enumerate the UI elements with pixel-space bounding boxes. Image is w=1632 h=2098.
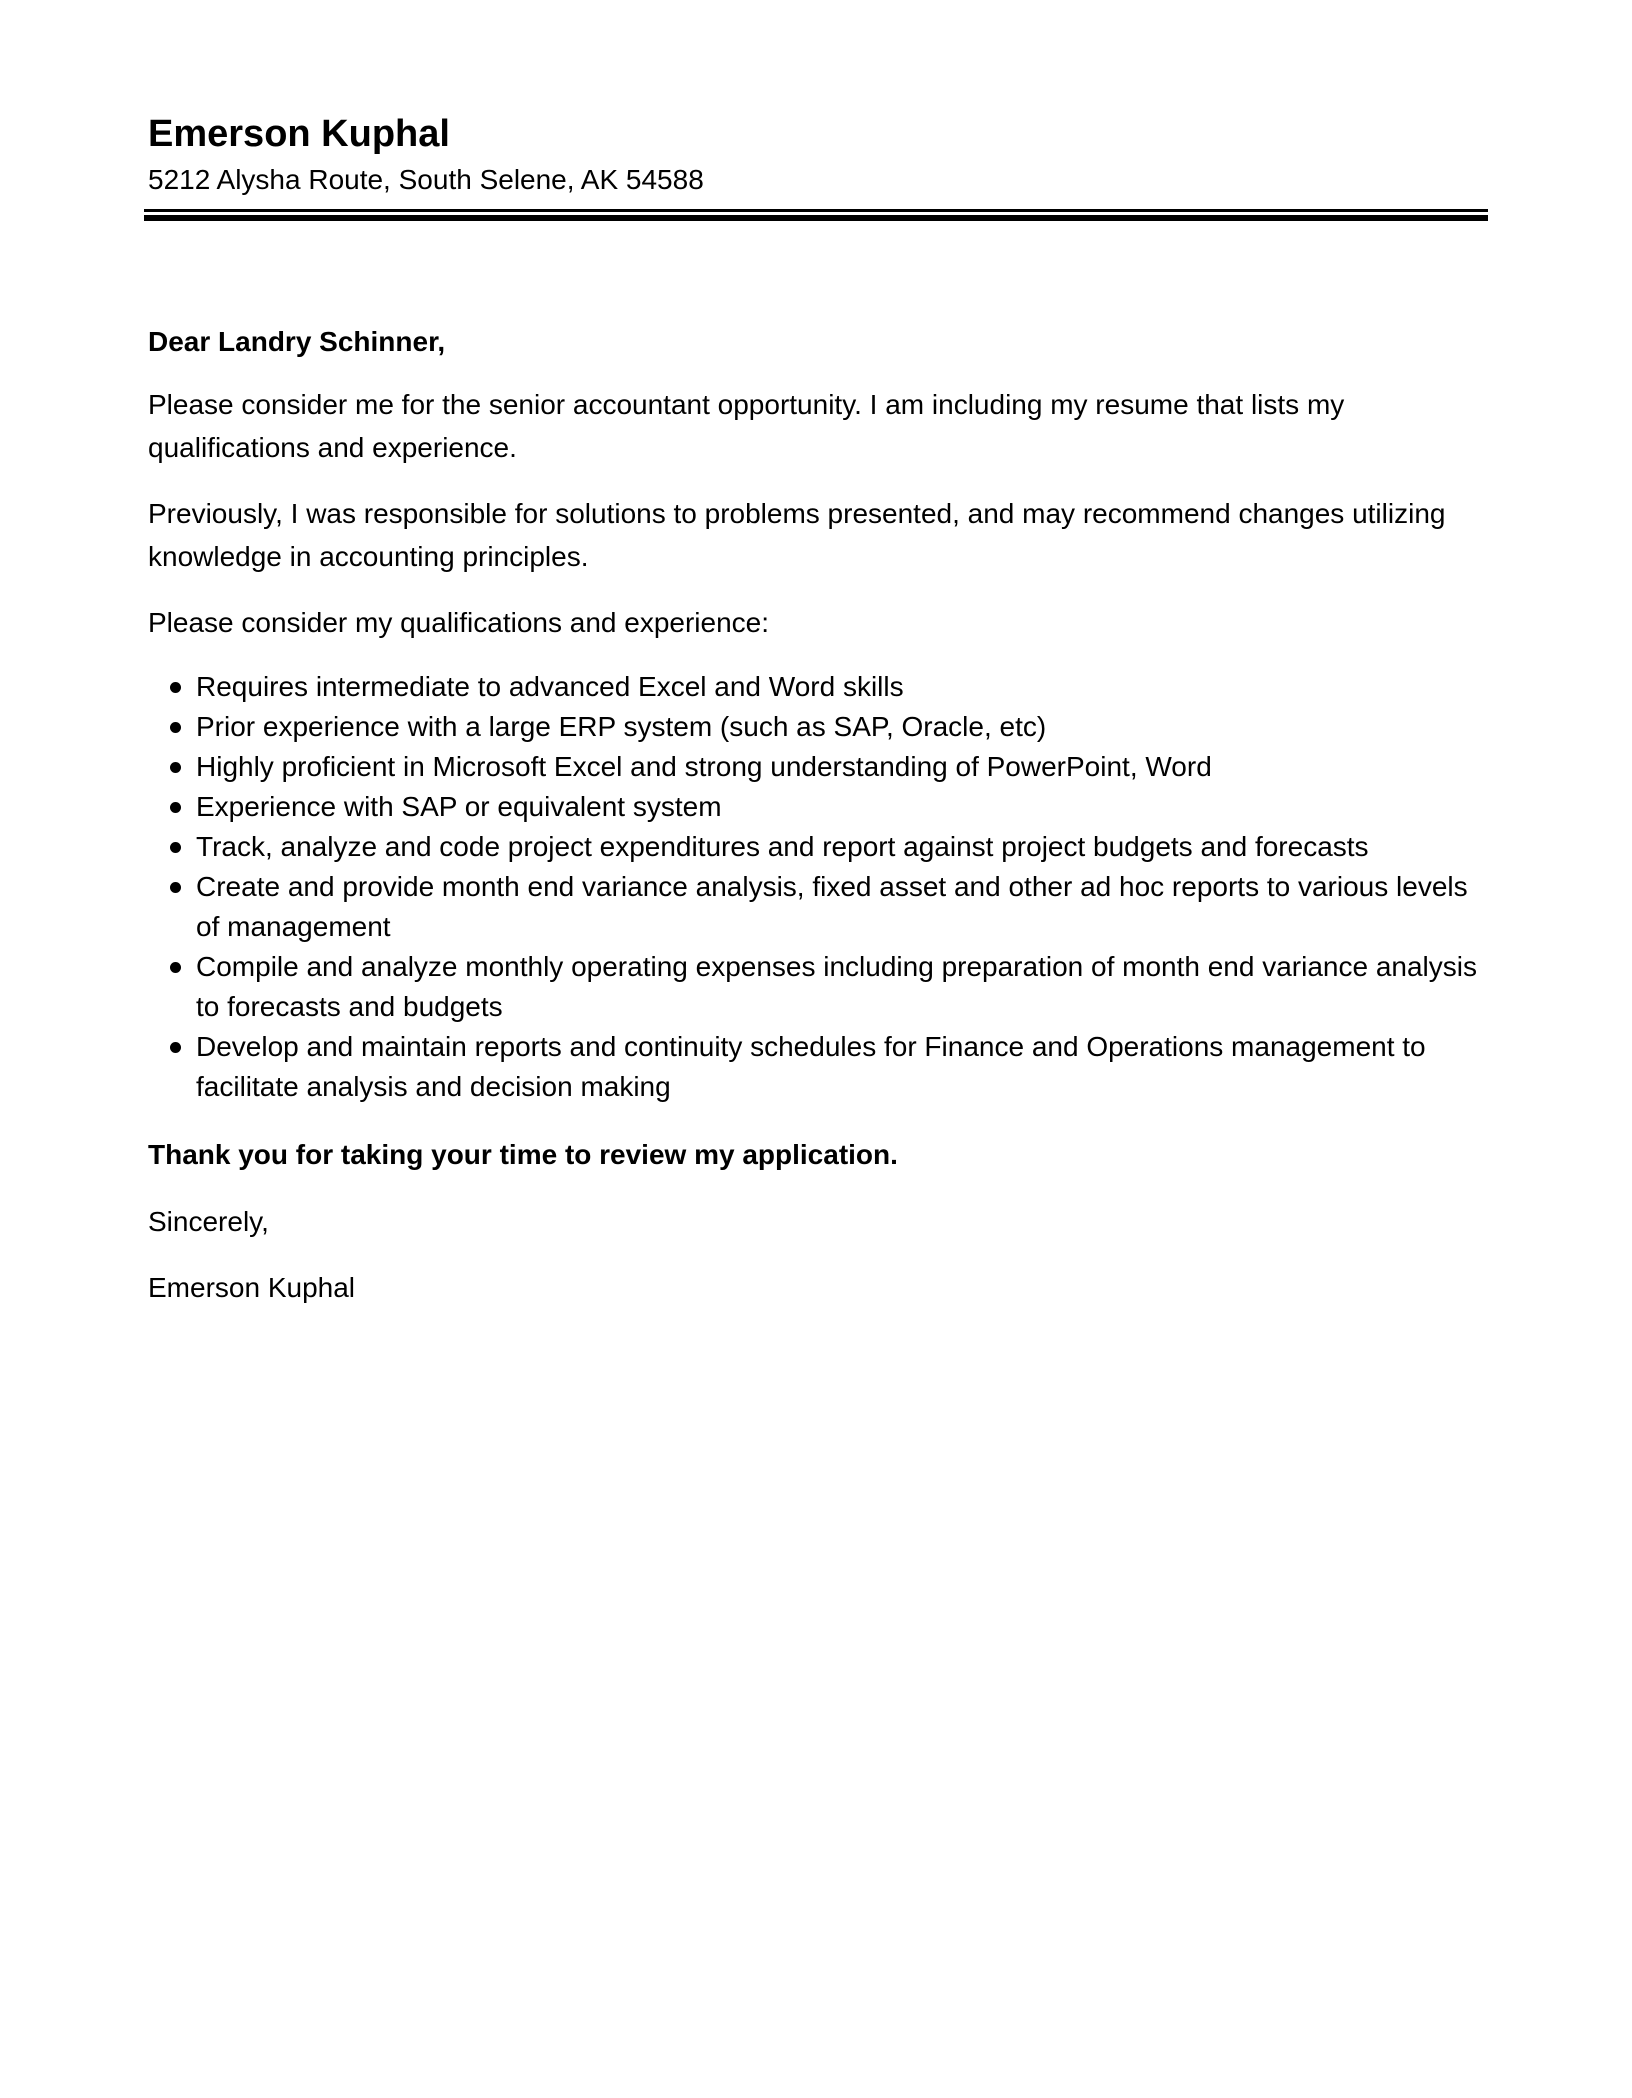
divider-thin-line — [144, 209, 1488, 212]
list-item — [148, 707, 1488, 747]
list-item — [148, 787, 1488, 827]
qualifications-list — [148, 667, 1488, 1107]
bullet-icon — [170, 962, 181, 973]
list-item — [148, 667, 1488, 707]
list-item — [148, 747, 1488, 787]
list-item-text: Highly proficient in Microsoft Excel and strong understanding of PowerPoint, Word — [196, 751, 1212, 782]
list-item — [148, 1027, 1488, 1107]
divider-thick-line — [144, 215, 1488, 221]
paragraph-intro: Please consider me for the senior accountant opportunity. I am including my resume that lists my qualifications and experience. — [148, 389, 1345, 463]
list-item — [148, 867, 1488, 947]
letter-body — [148, 320, 1488, 1332]
bullet-icon — [170, 882, 181, 893]
signature-name: Emerson Kuphal — [148, 1272, 356, 1303]
sender-address: 5212 Alysha Route, South Selene, AK 54588 — [148, 164, 704, 195]
list-item-text: Compile and analyze monthly operating expenses including preparation of month end variance analysis to forecasts and budgets — [196, 951, 1477, 1022]
bullet-icon — [170, 722, 181, 733]
bullet-icon — [170, 802, 181, 813]
list-item-text: Develop and maintain reports and continuity schedules for Finance and Operations management to facilitate analysis and decision making — [196, 1031, 1426, 1102]
list-item-text: Experience with SAP or equivalent system — [196, 791, 722, 822]
list-item-text: Track, analyze and code project expenditures and report against project budgets and forecasts — [196, 831, 1369, 862]
salutation: Dear Landry Schinner, — [148, 326, 446, 357]
paragraph-qualifications-intro: Please consider my qualifications and experience: — [148, 607, 770, 638]
closing: Sincerely, — [148, 1206, 269, 1237]
list-item — [148, 947, 1488, 1027]
list-item — [148, 827, 1488, 867]
bullet-icon — [170, 1042, 181, 1053]
letter-header — [148, 108, 1488, 200]
bullet-icon — [170, 682, 181, 693]
list-item-text: Prior experience with a large ERP system (such as SAP, Oracle, etc) — [196, 711, 1047, 742]
header-divider — [144, 209, 1488, 222]
paragraph-experience: Previously, I was responsible for solutions to problems presented, and may recommend changes utilizing knowledge in accounting principles. — [148, 498, 1446, 572]
bullet-icon — [170, 762, 181, 773]
thank-you-line: Thank you for taking your time to review my application. — [148, 1139, 898, 1170]
sender-name: Emerson Kuphal — [148, 113, 450, 155]
list-item-text: Create and provide month end variance analysis, fixed asset and other ad hoc reports to various levels of management — [196, 871, 1468, 942]
bullet-icon — [170, 842, 181, 853]
list-item-text: Requires intermediate to advanced Excel and Word skills — [196, 671, 904, 702]
